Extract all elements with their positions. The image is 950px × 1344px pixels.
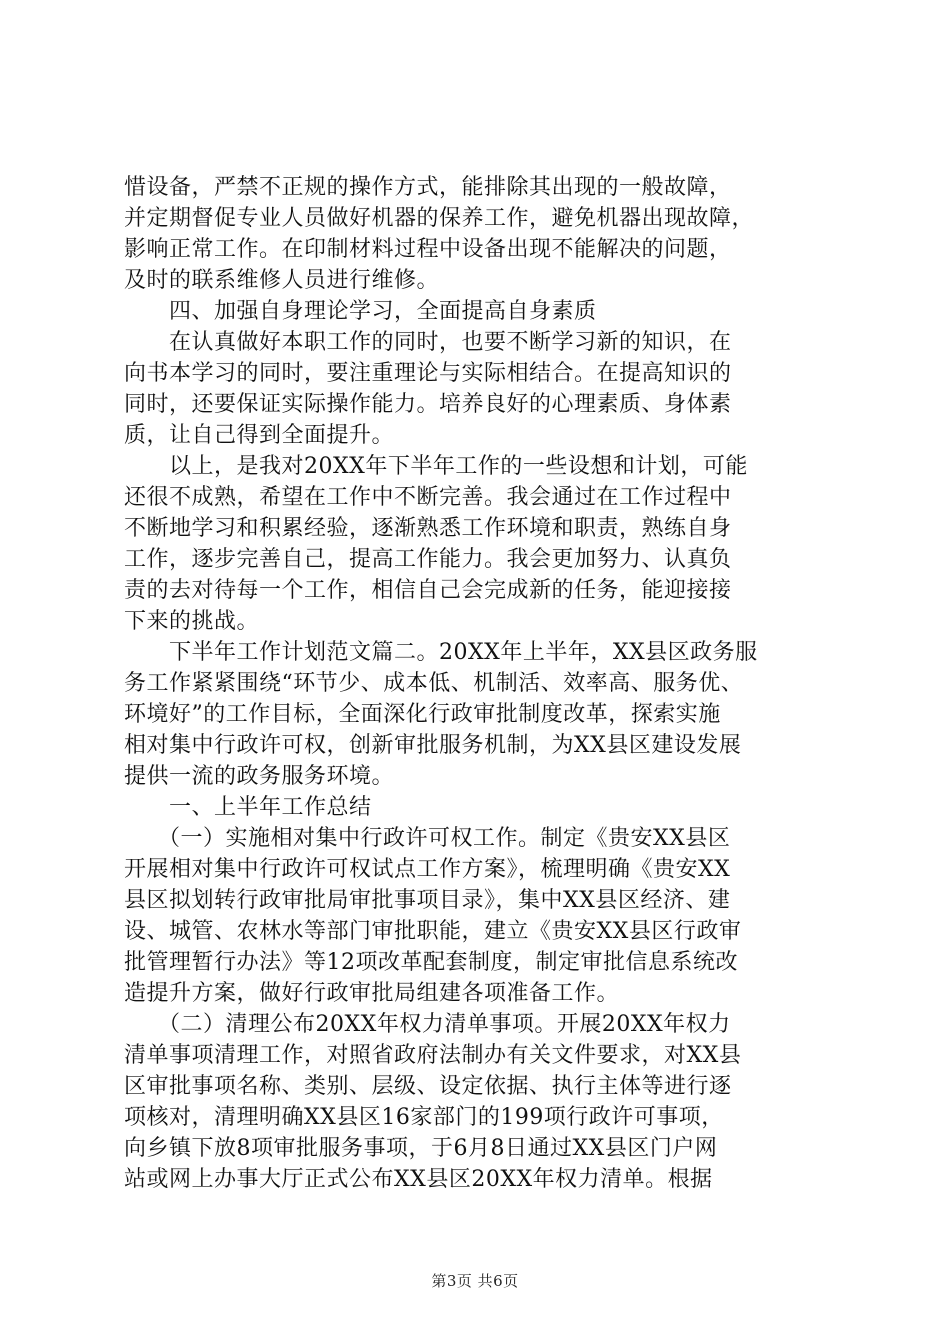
text-line: 影响正常工作。在印制材料过程中设备出现不能解决的问题， bbox=[124, 237, 732, 262]
text-line: 提供一流的政务服务环境。 bbox=[124, 764, 395, 789]
text-line: 县区拟划转行政审批局审批事项目录》，集中XX县区经济、建 bbox=[124, 888, 731, 913]
text-line: 向乡镇下放8项审批服务事项，于6月8日通过XX县区门户网 bbox=[124, 1136, 718, 1161]
text-line: 区审批事项名称、类别、层级、设定依据、执行主体等进行逐 bbox=[124, 1074, 732, 1099]
section-heading: 一、上半年工作总结 bbox=[124, 795, 372, 820]
section-heading: 四、加强自身理论学习，全面提高自身素质 bbox=[124, 299, 597, 324]
text-line: 设、城管、农林水等部门审批职能，建立《贵安XX县区行政审 bbox=[124, 919, 742, 944]
text-line: 环境好”的工作目标，全面深化行政审批制度改革，探索实施 bbox=[124, 702, 721, 727]
text-line: 向书本学习的同时，要注重理论与实际相结合。在提高知识的 bbox=[124, 361, 732, 386]
text-line: 同时，还要保证实际操作能力。培养良好的心理素质、身体素 bbox=[124, 392, 732, 417]
text-line: 以上，是我对20XX年下半年工作的一些设想和计划，可能 bbox=[124, 454, 748, 479]
text-line: 批管理暂行办法》等12项改革配套制度，制定审批信息系统改 bbox=[124, 950, 738, 975]
document-body bbox=[124, 172, 834, 1195]
page-number-footer: 第3页 共6页 bbox=[431, 1272, 519, 1290]
text-line: 造提升方案，做好行政审批局组建各项准备工作。 bbox=[124, 981, 620, 1006]
text-line: 务工作紧紧围绕“环节少、成本低、机制活、效率高、服务优、 bbox=[124, 671, 744, 696]
text-line: 在认真做好本职工作的同时，也要不断学习新的知识，在 bbox=[124, 330, 732, 355]
text-line: 下半年工作计划范文篇二。20XX年上半年，XX县区政务服 bbox=[124, 640, 758, 665]
text-line: 责的去对待每一个工作，相信自己会完成新的任务，能迎接接 bbox=[124, 578, 732, 603]
text-line: 工作，逐步完善自己，提高工作能力。我会更加努力、认真负 bbox=[124, 547, 732, 572]
text-line: 清单事项清理工作，对照省政府法制办有关文件要求，对XX县 bbox=[124, 1043, 742, 1068]
text-line: 开展相对集中行政许可权试点工作方案》，梳理明确《贵安XX bbox=[124, 857, 731, 882]
text-line: 惜设备，严禁不正规的操作方式，能排除其出现的一般故障， bbox=[124, 175, 732, 200]
text-line: 及时的联系维修人员进行维修。 bbox=[124, 268, 440, 293]
text-line: 质，让自己得到全面提升。 bbox=[124, 423, 395, 448]
text-line: 并定期督促专业人员做好机器的保养工作，避免机器出现故障， bbox=[124, 206, 755, 231]
text-line: 下来的挑战。 bbox=[124, 609, 260, 634]
text-line: 还很不成熟，希望在工作中不断完善。我会通过在工作过程中 bbox=[124, 485, 732, 510]
text-line: 站或网上办事大厅正式公布XX县区20XX年权力清单。根据 bbox=[124, 1167, 713, 1192]
text-line: （二）清理公布20XX年权力清单事项。开展20XX年权力 bbox=[124, 1012, 731, 1037]
text-line: （一）实施相对集中行政许可权工作。制定《贵安XX县区 bbox=[124, 826, 731, 851]
text-line: 相对集中行政许可权，创新审批服务机制，为XX县区建设发展 bbox=[124, 733, 742, 758]
text-line: 项核对，清理明确XX县区16家部门的199项行政许可事项， bbox=[124, 1105, 724, 1130]
text-line: 不断地学习和积累经验，逐渐熟悉工作环境和职责，熟练自身 bbox=[124, 516, 732, 541]
